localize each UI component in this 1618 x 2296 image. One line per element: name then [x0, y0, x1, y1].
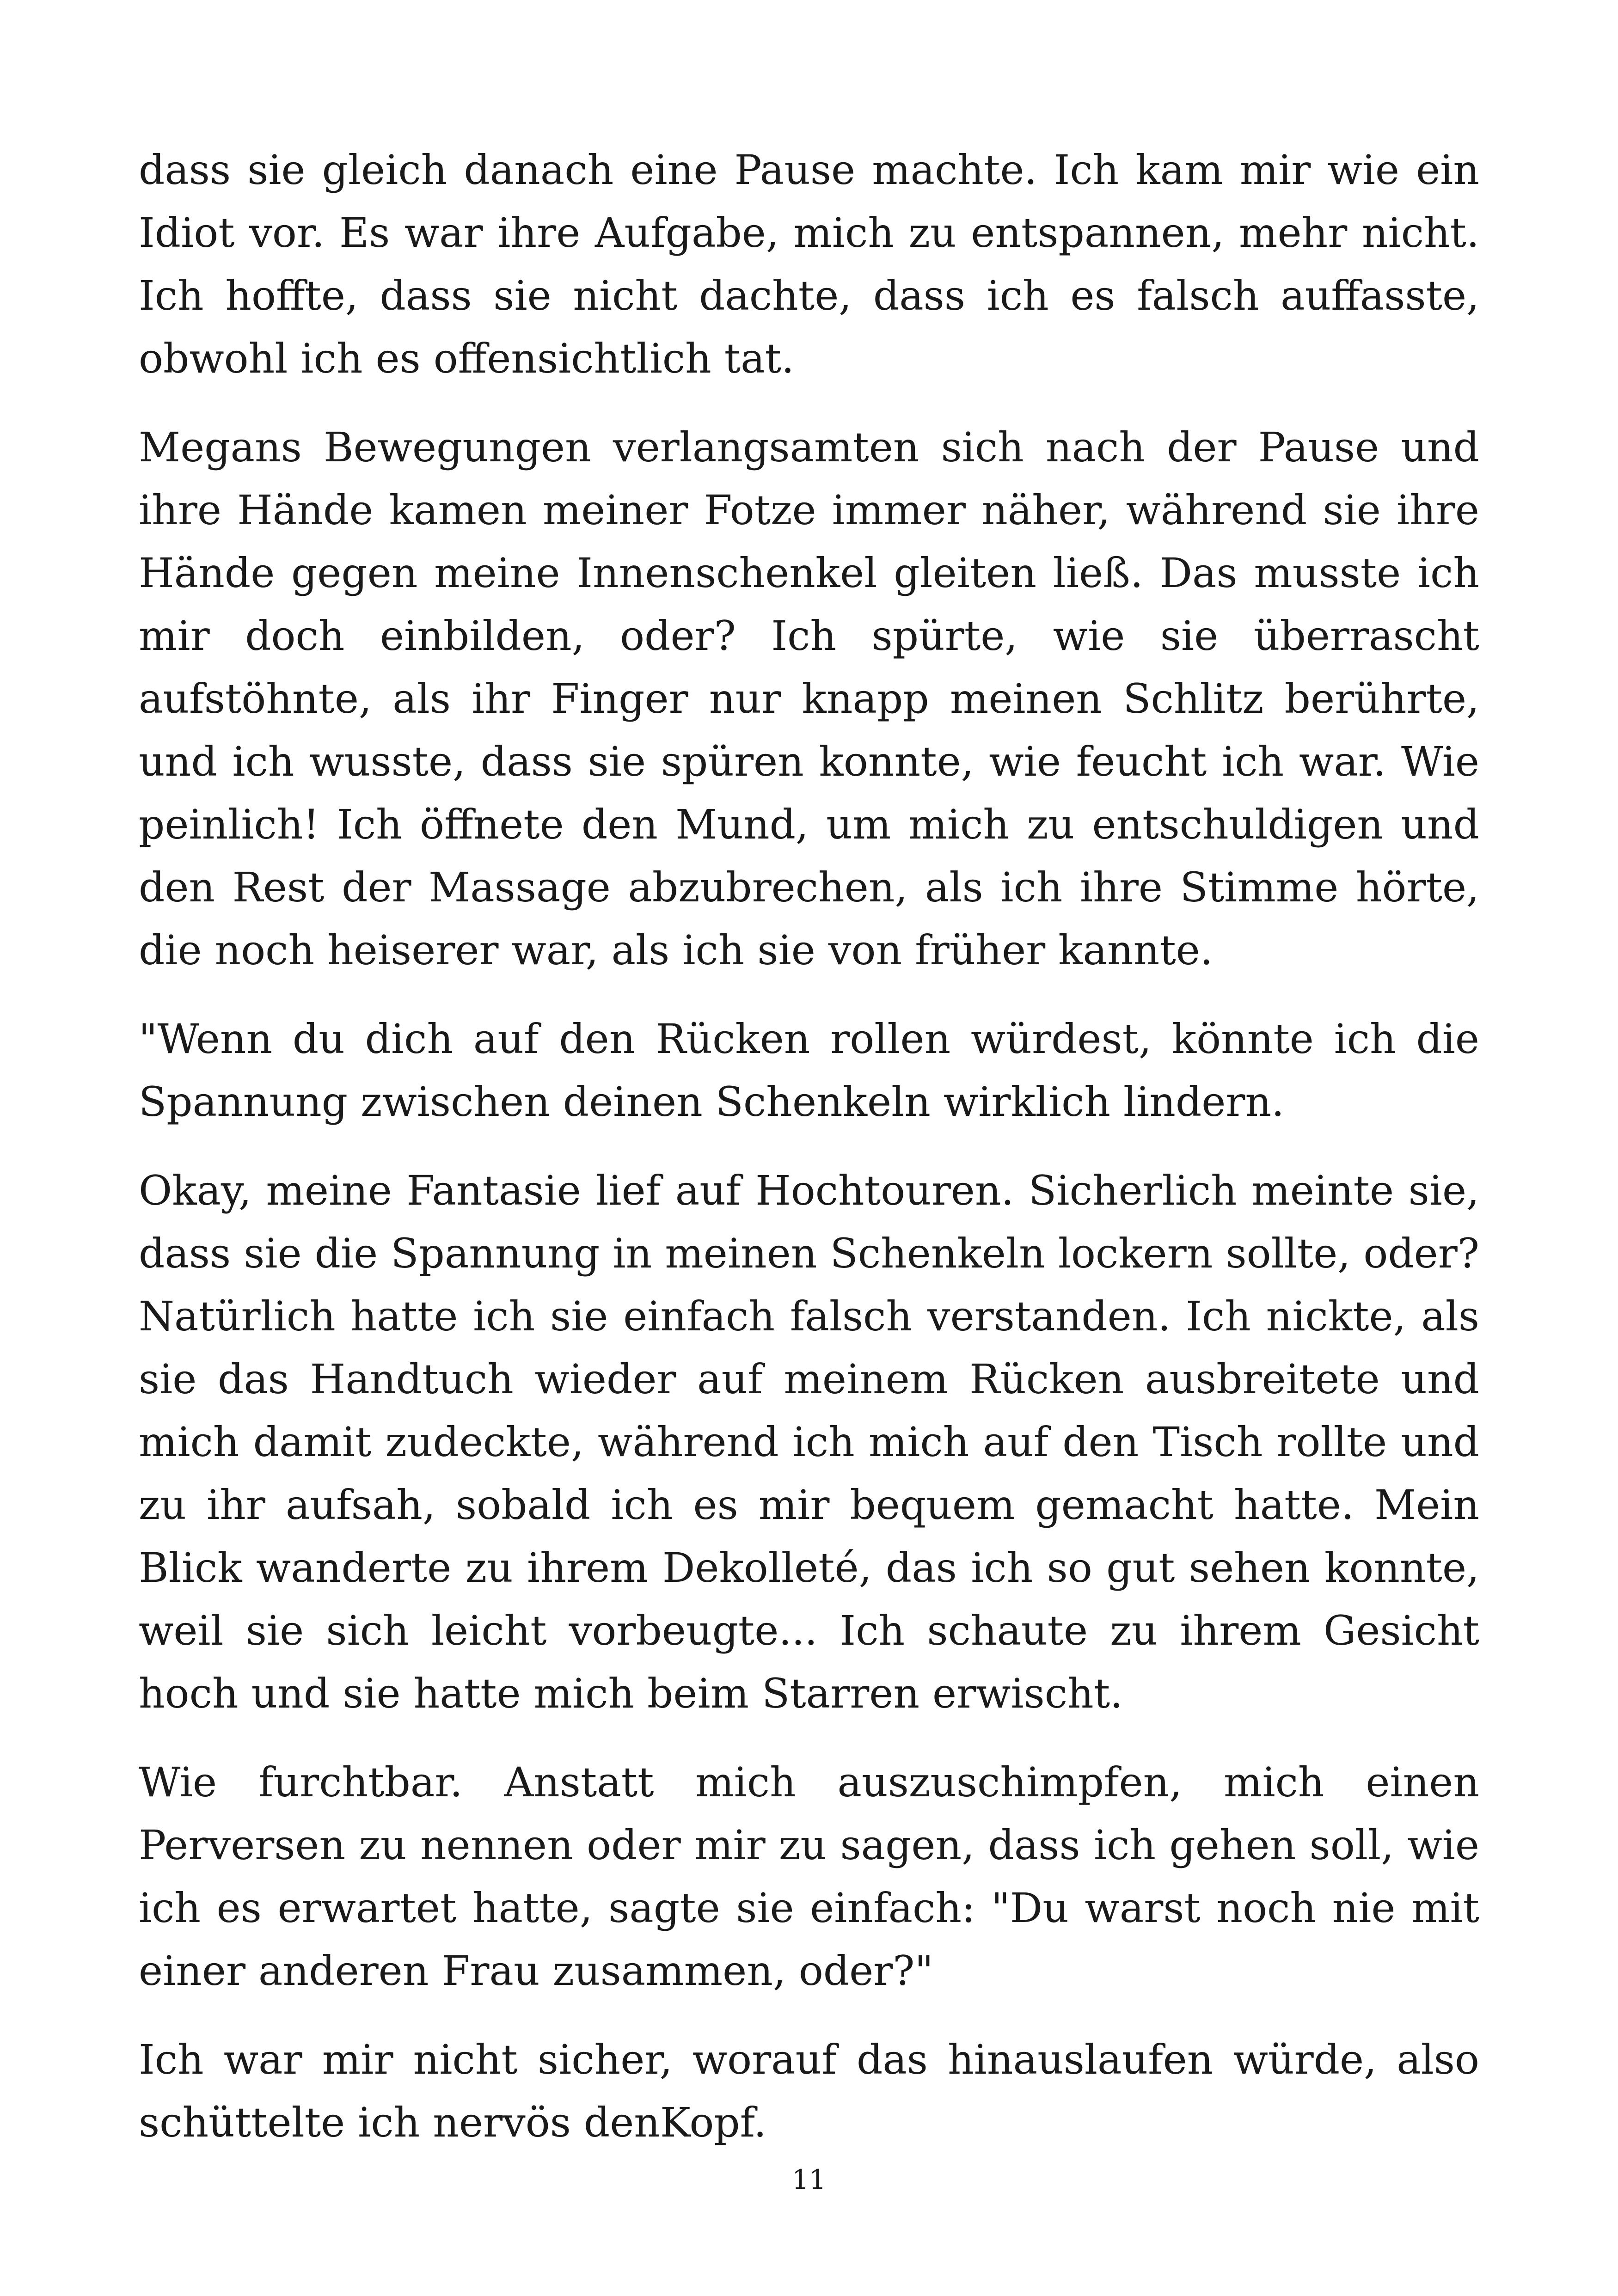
paragraph-6: Ich war mir nicht sicher, worauf das hinauslaufen würde, also schüttelte ich nervös denKopf.: [139, 2036, 1479, 2146]
body-text: [139, 139, 1479, 2180]
paragraph-5: Wie furchtbar. Anstatt mich auszuschimpfen, mich einen Perversen zu nennen oder mir zu sagen, dass ich gehen soll, wie ich es erwartet hatte, sagte sie einfach: "Du warst noch nie mit einer anderen Frau zusammen, oder?": [139, 1758, 1479, 1995]
paragraph-2: Megans Bewegungen verlangsamten sich nach der Pause und ihre Hände kamen meiner Fotze immer näher, während sie ihre Hände gegen meine Innenschenkel gleiten ließ. Das musste ich mir doch einbilden, oder? Ich spürte, wie sie überrascht aufstöhnte, als ihr Finger nur knapp meinen Schlitz berührte, und ich wusste, dass sie spüren konnte, wie feucht ich war. Wie peinlich! Ich öffnete den Mund, um mich zu entschuldigen und den Rest der Massage abzubrechen, als ich ihre Stimme hörte, die noch heiserer war, als ich sie von früher kannte.: [139, 423, 1479, 974]
paragraph-1: dass sie gleich danach eine Pause machte. Ich kam mir wie ein Idiot vor. Es war ihre Aufgabe, mich zu entspannen, mehr nicht. Ich hoffte, dass sie nicht dachte, dass ich es falsch auffasste, obwohl ich es offensichtlich tat.: [139, 146, 1479, 382]
paragraph-4: Okay, meine Fantasie lief auf Hochtouren. Sicherlich meinte sie, dass sie die Spannung in meinen Schenkeln lockern sollte, oder? Natürlich hatte ich sie einfach falsch verstanden. Ich nickte, als sie das Handtuch wieder auf meinem Rücken ausbreitete und mich damit zudeckte, während ich mich auf den Tisch rollte und zu ihr aufsah, sobald ich es mir bequem gemacht hatte. Mein Blick wanderte zu ihrem Dekolleté, das ich so gut sehen konnte, weil sie sich leicht vorbeugte... Ich schaute zu ihrem Gesicht hoch und sie hatte mich beim Starren erwischt.: [139, 1167, 1479, 1717]
paragraph-3: "Wenn du dich auf den Rücken rollen würdest, könnte ich die Spannung zwischen deinen Schenkeln wirklich lindern.: [139, 1015, 1479, 1126]
page-number: 11: [792, 2164, 826, 2195]
